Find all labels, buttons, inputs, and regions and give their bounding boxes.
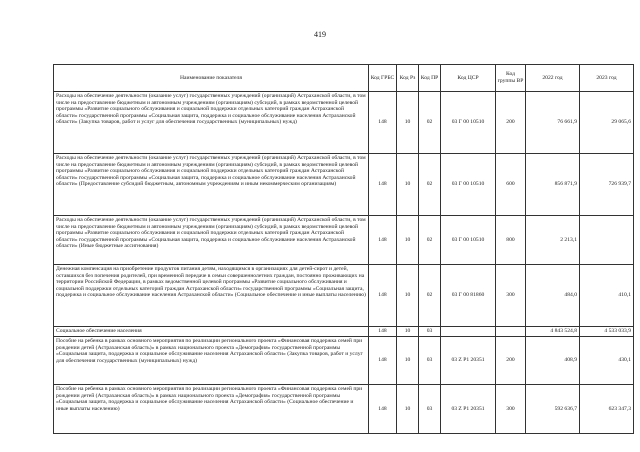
row-pr: 02 [419,154,441,216]
row-2023: 726 939,7 [580,154,634,216]
budget-table [53,64,634,434]
row-grbs: 148 [369,265,397,327]
row-grbs: 148 [369,385,397,434]
header-2023: 2023 год [580,65,634,92]
row-rz: 10 [397,154,419,216]
header-rz: Код Рз [397,65,419,92]
row-pr: 02 [419,265,441,327]
page-number: 419 [314,30,326,39]
table-row [54,385,634,434]
row-grbs: 148 [369,92,397,154]
row-2022: 4 843 524,8 [526,327,580,337]
header-grbs: Код ГРБС [369,65,397,92]
row-2023: 4 533 033,9 [580,327,634,337]
row-pr: 02 [419,92,441,154]
header-2022: 2022 год [526,65,580,92]
header-row [54,65,634,92]
row-csr: 03 Г 00 10510 [441,216,496,265]
table-row [54,327,634,337]
row-vr [496,327,526,337]
row-2023: 430,1 [580,337,634,385]
row-description: Социальное обеспечение населения [54,327,369,337]
row-grbs: 148 [369,154,397,216]
row-rz: 10 [397,92,419,154]
row-description: Пособие на ребенка в рамках основного мероприятия по реализации регионального проекта «Финансовая поддержка семей при рождении детей (Астраханская область)» в рамках национального проекта «Демография» государственной программы «Социальная защита, поддержка и социальное обслуживание населения Астраханской области» (Закупка товаров, работ и услуг для обеспечения государственных (муниципальных) нужд) [54,337,369,385]
table-row [54,92,634,154]
row-pr: 03 [419,385,441,434]
row-pr: 03 [419,337,441,385]
row-csr: 03 Г 00 81860 [441,265,496,327]
header-indicator: Наименование показателя [54,65,369,92]
row-csr: 03 Z P1 20351 [441,337,496,385]
table-row [54,216,634,265]
row-2022: 484,0 [526,265,580,327]
header-vr: Код группы ВР [496,65,526,92]
row-2023: 29 065,6 [580,92,634,154]
row-2022: 2 213,1 [526,216,580,265]
row-description: Расходы на обеспечение деятельности (оказание услуг) государственных учреждений (организаций) Астраханской области, в том числе на предоставление бюджетным и автономным учреждениям (организациям) субсидий, в рамках ведомственной целевой программы «Развитие социального обслуживания и социальной поддержки отдельных категорий граждан Астраханской области» государственной программы «Социальная защита, поддержка и социальное обслуживание населения Астраханской области» (Предоставление субсидий бюджетным, автономным учреждениям и иным некоммерческим организациям) [54,154,369,216]
row-vr: 200 [496,337,526,385]
table-row [54,337,634,385]
row-description: Денежная компенсация на приобретение продуктов питания детям, находящимся в организациях для детей-сирот и детей, оставшихся без попечения родителей, при временной передаче в семьи совершеннолетних граждан, постоянно проживающих на территории Российской Федерации, в рамках ведомственной целевой программы «Развитие социального обслуживания и социальной поддержки отдельных категорий граждан Астраханской области» государственной программы «Социальная защита, поддержка и социальное обслуживание населения Астраханской области» (Социальное обеспечение и иные выплаты населению) [54,265,369,327]
row-2023 [580,216,634,265]
row-2022: 856 871,9 [526,154,580,216]
row-rz: 10 [397,385,419,434]
row-rz: 10 [397,216,419,265]
row-pr: 03 [419,327,441,337]
row-csr [441,327,496,337]
row-description: Расходы на обеспечение деятельности (оказание услуг) государственных учреждений (организаций) Астраханской области, в том числе на предоставление бюджетным и автономным учреждениям (организациям) субсидий, в рамках ведомственной целевой программы «Развитие социального обслуживания и социальной поддержки отдельных категорий граждан Астраханской области» государственной программы «Социальная защита, поддержка и социальное обслуживание населения Астраханской области» (Иные бюджетные ассигнования) [54,216,369,265]
row-2022: 76 661,9 [526,92,580,154]
header-pr: Код ПР [419,65,441,92]
row-2023: 623 347,3 [580,385,634,434]
row-csr: 03 Г 00 10510 [441,154,496,216]
row-csr: 03 Г 00 10510 [441,92,496,154]
row-vr: 300 [496,265,526,327]
row-2022: 408,9 [526,337,580,385]
row-rz: 10 [397,327,419,337]
row-vr: 300 [496,385,526,434]
row-description: Расходы на обеспечение деятельности (оказание услуг) государственных учреждений (организаций) Астраханской области, в том числе на предоставление бюджетным и автономным учреждениям (организациям) субсидий, в рамках ведомственной целевой программы «Развитие социального обслуживания и социальной поддержки отдельных категорий граждан Астраханской области» государственной программы «Социальная защита, поддержка и социальное обслуживание населения Астраханской области» (Закупка товаров, работ и услуг для обеспечения государственных (муниципальных) нужд) [54,92,369,154]
table-row [54,265,634,327]
row-2023: 410,1 [580,265,634,327]
row-2022: 592 636,7 [526,385,580,434]
row-vr: 800 [496,216,526,265]
row-pr: 02 [419,216,441,265]
row-rz: 10 [397,337,419,385]
row-vr: 600 [496,154,526,216]
row-grbs: 148 [369,337,397,385]
row-rz: 10 [397,265,419,327]
row-grbs: 148 [369,216,397,265]
header-csr: Код ЦСР [441,65,496,92]
row-grbs: 148 [369,327,397,337]
row-vr: 200 [496,92,526,154]
row-csr: 03 Z P1 20351 [441,385,496,434]
table-row [54,154,634,216]
row-description: Пособие на ребенка в рамках основного мероприятия по реализации регионального проекта «Финансовая поддержка семей при рождении детей (Астраханская область)» в рамках национального проекта «Демография» государственной программы «Социальная защита, поддержка и социальное обслуживание населения Астраханской области» (Социальное обеспечение и иные выплаты населению) [54,385,369,434]
